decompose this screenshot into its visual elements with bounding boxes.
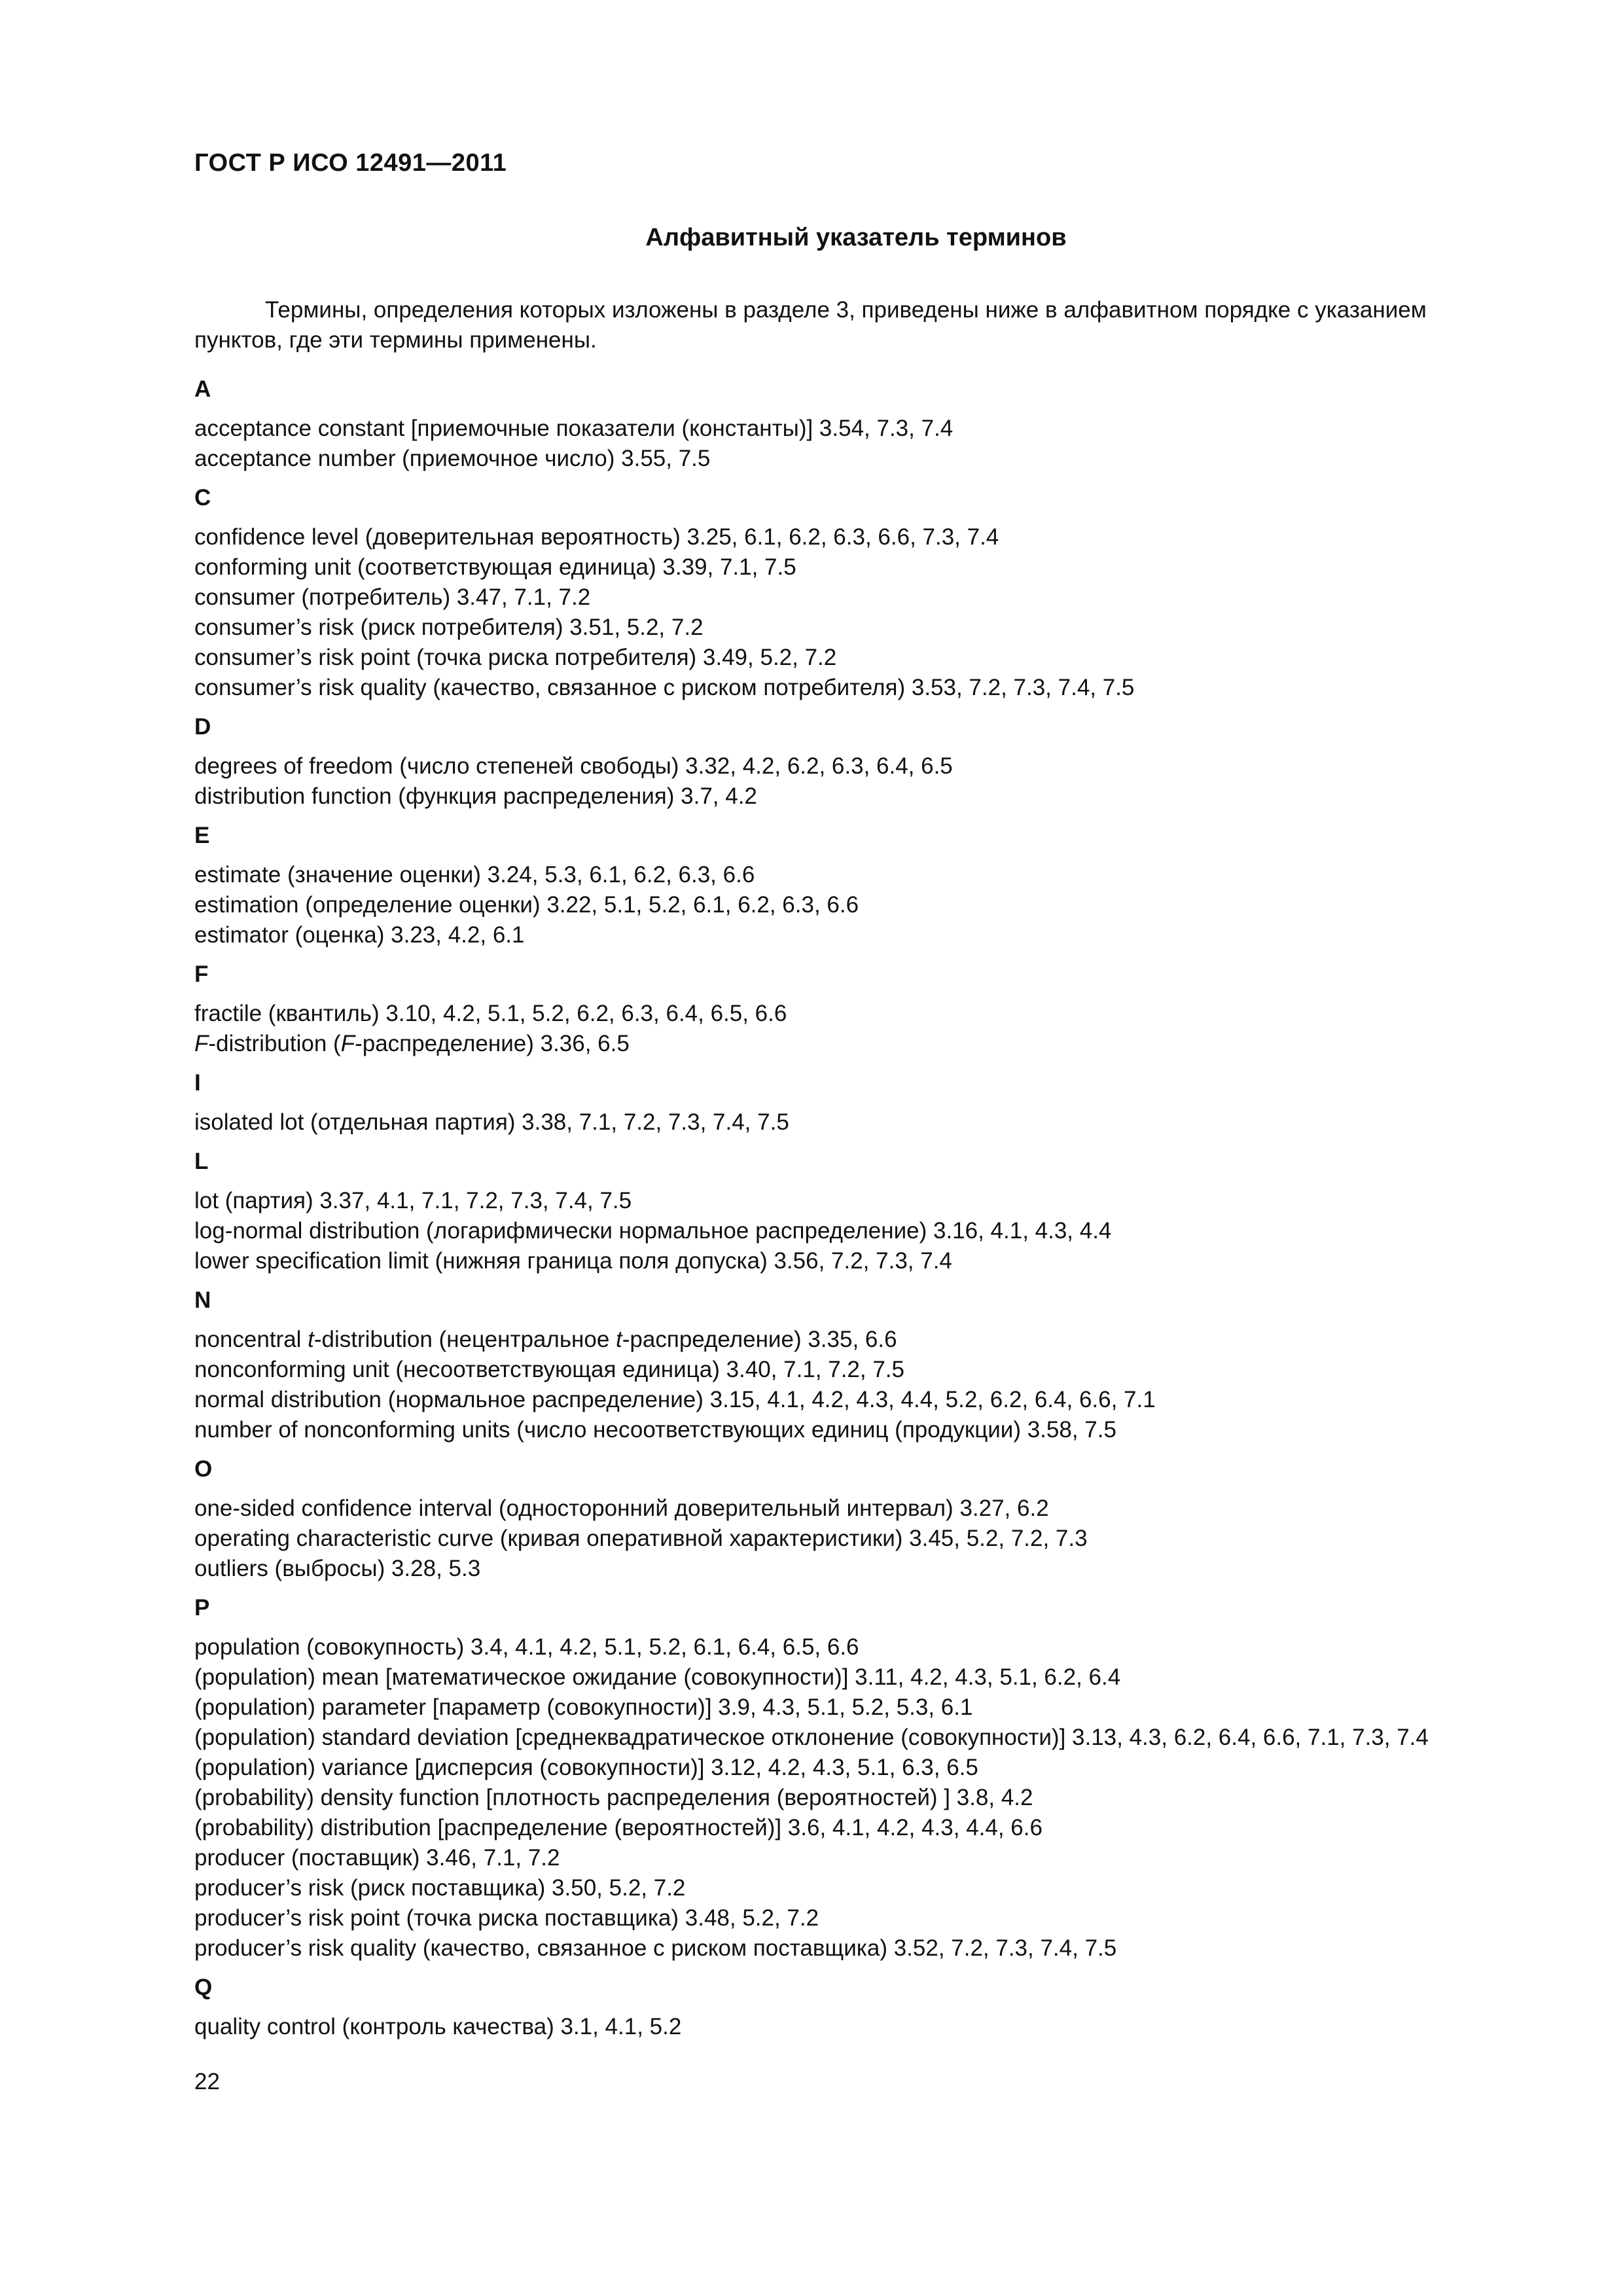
term-entry: producer’s risk (риск поставщика) 3.50, 5.2, 7.2 — [194, 1875, 686, 1901]
term-entry: estimate (значение оценки) 3.24, 5.3, 6.1, 6.2, 6.3, 6.6 — [194, 862, 755, 888]
term-entry: (population) mean [математическое ожидание (совокупности)] 3.11, 4.2, 4.3, 5.1, 6.2, 6.4 — [194, 1664, 1121, 1690]
term-list — [194, 1107, 1569, 1138]
term-list — [194, 1186, 1569, 1276]
term-list — [194, 1494, 1569, 1584]
term-entry: acceptance number (приемочное число) 3.55, 7.5 — [194, 446, 711, 471]
section-letter: D — [194, 714, 211, 740]
term-entry: degrees of freedom (число степеней свободы) 3.32, 4.2, 6.2, 6.3, 6.4, 6.5 — [194, 753, 953, 779]
term-entry: normal distribution (нормальное распределение) 3.15, 4.1, 4.2, 4.3, 4.4, 5.2, 6.2, 6.4, 6.6, 7.1 — [194, 1387, 1156, 1412]
term-entry: estimator (оценка) 3.23, 4.2, 6.1 — [194, 922, 525, 948]
term-entry: outliers (выбросы) 3.28, 5.3 — [194, 1556, 481, 1581]
document-code: ГОСТ Р ИСО 12491—2011 — [194, 149, 507, 177]
term-list — [194, 522, 1569, 703]
term-entry: lower specification limit (нижняя граница поля допуска) 3.56, 7.2, 7.3, 7.4 — [194, 1248, 952, 1274]
term-entry: one-sided confidence interval (односторонний доверительный интервал) 3.27, 6.2 — [194, 1496, 1049, 1521]
section-letter: I — [194, 1070, 201, 1096]
letter-section-n — [194, 1285, 1569, 1445]
term-list — [194, 860, 1569, 950]
letter-section-a — [194, 374, 1569, 474]
letter-section-f — [194, 960, 1569, 1059]
term-list — [194, 1325, 1569, 1445]
term-entry: producer (поставщик) 3.46, 7.1, 7.2 — [194, 1845, 560, 1871]
term-entry: consumer’s risk quality (качество, связанное с риском потребителя) 3.53, 7.2, 7.3, 7.4, 7.5 — [194, 675, 1135, 700]
section-letter: P — [194, 1595, 210, 1621]
term-entry: distribution function (функция распределения) 3.7, 4.2 — [194, 783, 757, 809]
letter-section-l — [194, 1147, 1569, 1276]
section-letter: C — [194, 485, 211, 511]
term-entry: (probability) density function [плотность распределения (вероятностей) ] 3.8, 4.2 — [194, 1785, 1033, 1810]
term-entry: confidence level (доверительная вероятность) 3.25, 6.1, 6.2, 6.3, 6.6, 7.3, 7.4 — [194, 524, 999, 550]
term-entry: log-normal distribution (логарифмически нормальное распределение) 3.16, 4.1, 4.3, 4.4 — [194, 1218, 1112, 1244]
term-entry: producer’s risk quality (качество, связанное с риском поставщика) 3.52, 7.2, 7.3, 7.4, 7.5 — [194, 1935, 1117, 1961]
letter-section-e — [194, 821, 1569, 950]
term-entry: lot (партия) 3.37, 4.1, 7.1, 7.2, 7.3, 7.4, 7.5 — [194, 1188, 632, 1213]
term-entry: (population) standard deviation [среднеквадратическое отклонение (совокупности)] 3.13, 4.3, 6.2, 6.4, 6.6, 7.1, 7.3, 7.4 — [194, 1725, 1429, 1750]
term-entry: conforming unit (соответствующая единица) 3.39, 7.1, 7.5 — [194, 554, 796, 580]
term-list — [194, 2012, 1569, 2042]
term-entry: consumer (потребитель) 3.47, 7.1, 7.2 — [194, 584, 591, 610]
term-entry: nonconforming unit (несоответствующая единица) 3.40, 7.1, 7.2, 7.5 — [194, 1357, 904, 1382]
section-letter: Q — [194, 1975, 213, 2000]
term-entry: producer’s risk point (точка риска поставщика) 3.48, 5.2, 7.2 — [194, 1905, 819, 1931]
term-entry: estimation (определение оценки) 3.22, 5.1, 5.2, 6.1, 6.2, 6.3, 6.6 — [194, 892, 859, 918]
section-letter: F — [194, 961, 209, 987]
term-entry: quality control (контроль качества) 3.1, 4.1, 5.2 — [194, 2014, 682, 2039]
term-list — [194, 999, 1569, 1059]
term-entry: operating characteristic curve (кривая оперативной характеристики) 3.45, 5.2, 7.2, 7.3 — [194, 1526, 1088, 1551]
section-letter: A — [194, 376, 211, 402]
term-entry: F-distribution (F-распределение) 3.36, 6.5 — [194, 1031, 630, 1056]
term-entry: population (совокупность) 3.4, 4.1, 4.2, 5.1, 5.2, 6.1, 6.4, 6.5, 6.6 — [194, 1634, 859, 1660]
term-list — [194, 751, 1569, 812]
letter-section-c — [194, 483, 1569, 703]
term-entry: consumer’s risk point (точка риска потребителя) 3.49, 5.2, 7.2 — [194, 645, 837, 670]
letter-section-q — [194, 1973, 1569, 2042]
section-letter: O — [194, 1456, 213, 1482]
term-list — [194, 1632, 1569, 1964]
letter-section-p — [194, 1593, 1569, 1964]
term-entry: (population) parameter [параметр (совокупности)] 3.9, 4.3, 5.1, 5.2, 5.3, 6.1 — [194, 1695, 973, 1720]
term-entry: consumer’s risk (риск потребителя) 3.51, 5.2, 7.2 — [194, 615, 704, 640]
term-index — [194, 374, 1569, 2051]
index-title: Алфавитный указатель терминов — [645, 224, 1067, 251]
intro-paragraph: Термины, определения которых изложены в разделе 3, приведены ниже в алфавитном порядке с указанием пунктов, где эти термины применены. — [194, 297, 1427, 353]
letter-section-o — [194, 1454, 1569, 1584]
section-letter: N — [194, 1287, 211, 1313]
letter-section-i — [194, 1068, 1569, 1138]
term-entry: isolated lot (отдельная партия) 3.38, 7.1, 7.2, 7.3, 7.4, 7.5 — [194, 1109, 789, 1135]
term-entry: fractile (квантиль) 3.10, 4.2, 5.1, 5.2, 6.2, 6.3, 6.4, 6.5, 6.6 — [194, 1001, 787, 1026]
term-entry: acceptance constant [приемочные показатели (константы)] 3.54, 7.3, 7.4 — [194, 416, 954, 441]
section-letter: L — [194, 1149, 209, 1174]
term-list — [194, 414, 1569, 474]
term-entry: (population) variance [дисперсия (совокупности)] 3.12, 4.2, 4.3, 5.1, 6.3, 6.5 — [194, 1755, 978, 1780]
term-entry: noncentral t-distribution (нецентральное t-распределение) 3.35, 6.6 — [194, 1327, 897, 1352]
term-entry: number of nonconforming units (число несоответствующих единиц (продукции) 3.58, 7.5 — [194, 1417, 1116, 1443]
page-number: 22 — [194, 2069, 220, 2094]
term-entry: (probability) distribution [распределение (вероятностей)] 3.6, 4.1, 4.2, 4.3, 4.4, 6.6 — [194, 1815, 1043, 1840]
section-letter: E — [194, 823, 210, 848]
letter-section-d — [194, 712, 1569, 812]
